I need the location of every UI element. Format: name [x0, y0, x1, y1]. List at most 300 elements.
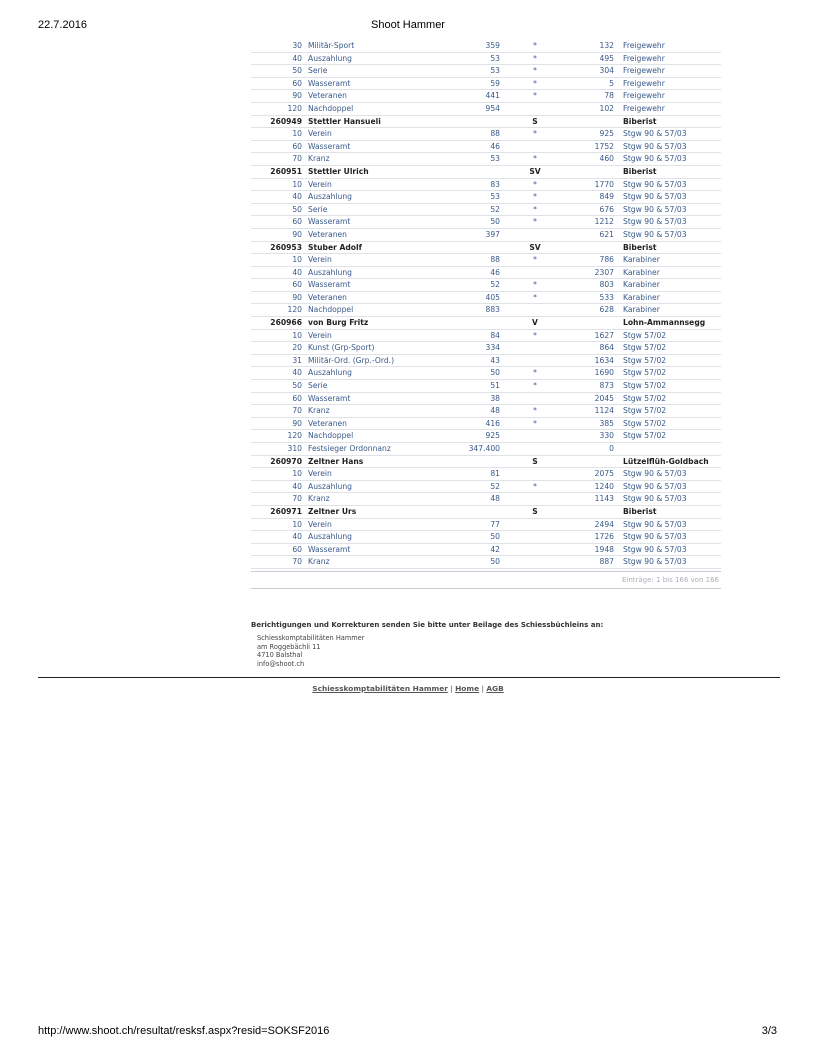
agb-link[interactable]: AGB: [486, 684, 504, 693]
col-rank: 621: [567, 228, 617, 241]
col-rank: [567, 241, 617, 254]
result-row: [251, 430, 721, 443]
col-number: 260953: [251, 241, 305, 254]
col-score: [451, 115, 503, 128]
result-row: [251, 480, 721, 493]
col-rank: 533: [567, 291, 617, 304]
address-line: am Roggebächli 11: [257, 642, 321, 651]
col-mark: *: [503, 417, 567, 430]
company-link[interactable]: Schiesskomptabilitäten Hammer: [312, 684, 448, 693]
result-row: [251, 77, 721, 90]
col-rank: 1726: [567, 531, 617, 544]
col-name: Serie: [305, 65, 451, 78]
col-number: 40: [251, 367, 305, 380]
col-rank: 132: [567, 40, 617, 52]
col-weapon: Lohn-Ammannsegg: [617, 317, 721, 330]
col-weapon: Freigewehr: [617, 90, 721, 103]
col-mark: *: [503, 178, 567, 191]
col-number: 40: [251, 52, 305, 65]
col-score: 954: [451, 102, 503, 115]
col-score: 53: [451, 153, 503, 166]
col-weapon: Stgw 57/02: [617, 392, 721, 405]
col-mark: [503, 430, 567, 443]
col-weapon: Stgw 90 & 57/03: [617, 153, 721, 166]
col-mark: S: [503, 115, 567, 128]
result-row: [251, 102, 721, 115]
col-score: 50: [451, 367, 503, 380]
col-number: 40: [251, 266, 305, 279]
col-weapon: Freigewehr: [617, 77, 721, 90]
print-page-number: 3/3: [761, 1025, 777, 1037]
col-number: 60: [251, 77, 305, 90]
result-row: [251, 304, 721, 317]
col-number: 40: [251, 531, 305, 544]
col-rank: 0: [567, 443, 617, 456]
shooter-row: [251, 505, 721, 518]
col-score: 52: [451, 203, 503, 216]
col-name: Wasseramt: [305, 279, 451, 292]
col-mark: [503, 140, 567, 153]
col-weapon: Stgw 90 & 57/03: [617, 543, 721, 556]
col-score: 405: [451, 291, 503, 304]
col-rank: 887: [567, 556, 617, 569]
col-number: 10: [251, 254, 305, 267]
col-weapon: Stgw 57/02: [617, 417, 721, 430]
col-score: 48: [451, 493, 503, 506]
col-name: Nachdoppel: [305, 430, 451, 443]
col-score: 51: [451, 380, 503, 393]
col-number: 50: [251, 203, 305, 216]
col-score: 38: [451, 392, 503, 405]
result-row: [251, 367, 721, 380]
col-weapon: Karabiner: [617, 254, 721, 267]
footer-divider: [38, 677, 780, 678]
col-score: 53: [451, 191, 503, 204]
col-name: Kranz: [305, 493, 451, 506]
col-mark: [503, 228, 567, 241]
col-mark: *: [503, 480, 567, 493]
result-row: [251, 153, 721, 166]
col-rank: 2494: [567, 518, 617, 531]
col-mark: [503, 102, 567, 115]
col-score: 81: [451, 468, 503, 481]
col-rank: [567, 115, 617, 128]
col-number: 20: [251, 342, 305, 355]
col-weapon: Stgw 57/02: [617, 430, 721, 443]
result-row: [251, 178, 721, 191]
col-name: Auszahlung: [305, 266, 451, 279]
result-row: [251, 329, 721, 342]
result-row: [251, 140, 721, 153]
col-name: Verein: [305, 254, 451, 267]
result-row: [251, 417, 721, 430]
link-separator: |: [481, 684, 484, 693]
col-name: Verein: [305, 329, 451, 342]
col-rank: 1212: [567, 216, 617, 229]
col-name: Auszahlung: [305, 480, 451, 493]
col-score: 50: [451, 556, 503, 569]
results-table: [251, 40, 721, 569]
col-weapon: Freigewehr: [617, 102, 721, 115]
col-rank: 1634: [567, 354, 617, 367]
col-name: Verein: [305, 518, 451, 531]
col-score: [451, 455, 503, 468]
col-rank: 5: [567, 77, 617, 90]
home-link[interactable]: Home: [455, 684, 480, 693]
col-name: Festsieger Ordonnanz: [305, 443, 451, 456]
col-mark: [503, 518, 567, 531]
col-score: 84: [451, 329, 503, 342]
col-name: Verein: [305, 178, 451, 191]
col-mark: *: [503, 65, 567, 78]
col-number: 120: [251, 102, 305, 115]
col-number: 10: [251, 128, 305, 141]
col-rank: 628: [567, 304, 617, 317]
col-weapon: Stgw 90 & 57/03: [617, 556, 721, 569]
col-number: 10: [251, 518, 305, 531]
col-score: 334: [451, 342, 503, 355]
col-weapon: [617, 443, 721, 456]
col-score: [451, 317, 503, 330]
col-score: 88: [451, 254, 503, 267]
col-rank: [567, 455, 617, 468]
col-weapon: Stgw 90 & 57/03: [617, 531, 721, 544]
col-mark: S: [503, 455, 567, 468]
col-number: 90: [251, 228, 305, 241]
col-rank: 1690: [567, 367, 617, 380]
result-row: [251, 254, 721, 267]
col-rank: 849: [567, 191, 617, 204]
col-weapon: Stgw 90 & 57/03: [617, 480, 721, 493]
col-rank: 1124: [567, 405, 617, 418]
col-rank: 676: [567, 203, 617, 216]
col-name: Wasseramt: [305, 77, 451, 90]
col-name: Militär-Sport: [305, 40, 451, 52]
col-number: 260949: [251, 115, 305, 128]
col-weapon: Stgw 57/02: [617, 342, 721, 355]
col-mark: [503, 468, 567, 481]
result-row: [251, 543, 721, 556]
col-number: 60: [251, 543, 305, 556]
col-number: 30: [251, 40, 305, 52]
col-number: 50: [251, 380, 305, 393]
col-weapon: Lützelflüh-Goldbach: [617, 455, 721, 468]
col-score: 43: [451, 354, 503, 367]
col-mark: *: [503, 90, 567, 103]
col-rank: [567, 165, 617, 178]
col-mark: [503, 443, 567, 456]
print-date: 22.7.2016: [38, 19, 87, 31]
result-row: [251, 342, 721, 355]
col-mark: V: [503, 317, 567, 330]
result-row: [251, 203, 721, 216]
col-number: 70: [251, 405, 305, 418]
result-row: [251, 40, 721, 52]
col-weapon: Freigewehr: [617, 40, 721, 52]
col-number: 40: [251, 480, 305, 493]
shooter-row: [251, 115, 721, 128]
col-mark: *: [503, 216, 567, 229]
result-row: [251, 291, 721, 304]
col-score: 397: [451, 228, 503, 241]
col-name: Nachdoppel: [305, 102, 451, 115]
col-number: 260951: [251, 165, 305, 178]
col-name: Auszahlung: [305, 52, 451, 65]
col-score: [451, 241, 503, 254]
col-number: 90: [251, 417, 305, 430]
col-number: 310: [251, 443, 305, 456]
col-rank: 78: [567, 90, 617, 103]
col-name: Kranz: [305, 556, 451, 569]
col-name: Zeltner Hans: [305, 455, 451, 468]
col-score: 46: [451, 140, 503, 153]
col-weapon: Stgw 57/02: [617, 367, 721, 380]
col-name: Veteranen: [305, 90, 451, 103]
col-weapon: Stgw 57/02: [617, 405, 721, 418]
col-name: Kranz: [305, 405, 451, 418]
shooter-row: [251, 317, 721, 330]
col-mark: *: [503, 128, 567, 141]
col-mark: [503, 354, 567, 367]
col-weapon: Stgw 57/02: [617, 354, 721, 367]
result-row: [251, 443, 721, 456]
col-number: 120: [251, 304, 305, 317]
col-mark: *: [503, 254, 567, 267]
col-name: Auszahlung: [305, 531, 451, 544]
col-score: 925: [451, 430, 503, 443]
col-name: von Burg Fritz: [305, 317, 451, 330]
col-weapon: Stgw 57/02: [617, 380, 721, 393]
col-number: 260970: [251, 455, 305, 468]
col-number: 70: [251, 493, 305, 506]
result-row: [251, 392, 721, 405]
col-name: Kunst (Grp-Sport): [305, 342, 451, 355]
col-score: 83: [451, 178, 503, 191]
col-score: 46: [451, 266, 503, 279]
result-row: [251, 493, 721, 506]
col-mark: *: [503, 367, 567, 380]
result-row: [251, 531, 721, 544]
col-weapon: Karabiner: [617, 304, 721, 317]
col-weapon: Biberist: [617, 165, 721, 178]
address-email[interactable]: info@shoot.ch: [257, 659, 305, 668]
col-score: 88: [451, 128, 503, 141]
result-row: [251, 266, 721, 279]
result-row: [251, 518, 721, 531]
col-mark: [503, 266, 567, 279]
col-rank: 786: [567, 254, 617, 267]
col-name: Veteranen: [305, 228, 451, 241]
corrections-address: [257, 634, 364, 668]
col-rank: [567, 505, 617, 518]
result-row: [251, 216, 721, 229]
col-score: 50: [451, 531, 503, 544]
col-mark: SV: [503, 165, 567, 178]
col-mark: *: [503, 77, 567, 90]
col-rank: 864: [567, 342, 617, 355]
col-number: 60: [251, 140, 305, 153]
col-rank: 1752: [567, 140, 617, 153]
result-row: [251, 468, 721, 481]
col-rank: 304: [567, 65, 617, 78]
col-weapon: Stgw 57/02: [617, 329, 721, 342]
col-mark: *: [503, 203, 567, 216]
col-mark: *: [503, 405, 567, 418]
col-weapon: Stgw 90 & 57/03: [617, 140, 721, 153]
col-number: 10: [251, 468, 305, 481]
col-score: 77: [451, 518, 503, 531]
col-mark: S: [503, 505, 567, 518]
col-rank: 460: [567, 153, 617, 166]
result-row: [251, 279, 721, 292]
col-name: Auszahlung: [305, 367, 451, 380]
col-rank: 385: [567, 417, 617, 430]
col-score: 441: [451, 90, 503, 103]
col-weapon: Stgw 90 & 57/03: [617, 216, 721, 229]
col-rank: 1770: [567, 178, 617, 191]
result-row: [251, 354, 721, 367]
col-name: Stuber Adolf: [305, 241, 451, 254]
result-row: [251, 556, 721, 569]
col-score: 416: [451, 417, 503, 430]
col-weapon: Stgw 90 & 57/03: [617, 203, 721, 216]
col-mark: *: [503, 279, 567, 292]
col-score: 359: [451, 40, 503, 52]
col-name: Verein: [305, 468, 451, 481]
result-row: [251, 405, 721, 418]
col-weapon: Biberist: [617, 115, 721, 128]
col-rank: 2045: [567, 392, 617, 405]
col-rank: 330: [567, 430, 617, 443]
link-separator: |: [450, 684, 453, 693]
col-name: Wasseramt: [305, 392, 451, 405]
col-name: Wasseramt: [305, 140, 451, 153]
result-row: [251, 228, 721, 241]
col-mark: *: [503, 291, 567, 304]
shooter-row: [251, 165, 721, 178]
col-number: 120: [251, 430, 305, 443]
col-name: Serie: [305, 203, 451, 216]
shooter-row: [251, 455, 721, 468]
col-number: 90: [251, 291, 305, 304]
col-mark: [503, 493, 567, 506]
col-weapon: Stgw 90 & 57/03: [617, 228, 721, 241]
col-number: 60: [251, 279, 305, 292]
col-score: [451, 505, 503, 518]
col-weapon: Stgw 90 & 57/03: [617, 191, 721, 204]
col-rank: 2075: [567, 468, 617, 481]
col-score: [451, 165, 503, 178]
col-mark: [503, 543, 567, 556]
col-mark: SV: [503, 241, 567, 254]
col-score: 42: [451, 543, 503, 556]
col-weapon: Stgw 90 & 57/03: [617, 128, 721, 141]
col-name: Kranz: [305, 153, 451, 166]
col-weapon: Stgw 90 & 57/03: [617, 518, 721, 531]
col-rank: 803: [567, 279, 617, 292]
col-mark: [503, 556, 567, 569]
col-rank: 2307: [567, 266, 617, 279]
col-number: 60: [251, 216, 305, 229]
col-weapon: Freigewehr: [617, 52, 721, 65]
col-number: 70: [251, 556, 305, 569]
col-number: 260966: [251, 317, 305, 330]
footer-links: [0, 684, 816, 693]
print-title: Shoot Hammer: [371, 19, 445, 31]
col-mark: [503, 304, 567, 317]
col-rank: 102: [567, 102, 617, 115]
col-number: 90: [251, 90, 305, 103]
col-score: 59: [451, 77, 503, 90]
col-rank: 1948: [567, 543, 617, 556]
col-rank: 1627: [567, 329, 617, 342]
col-name: Zeltner Urs: [305, 505, 451, 518]
col-number: 10: [251, 329, 305, 342]
col-number: 260971: [251, 505, 305, 518]
col-mark: [503, 392, 567, 405]
col-weapon: Karabiner: [617, 291, 721, 304]
col-name: Militär-Ord. (Grp.-Ord.): [305, 354, 451, 367]
result-row: [251, 380, 721, 393]
col-number: 40: [251, 191, 305, 204]
col-rank: 495: [567, 52, 617, 65]
col-weapon: Stgw 90 & 57/03: [617, 178, 721, 191]
result-row: [251, 191, 721, 204]
col-weapon: Stgw 90 & 57/03: [617, 493, 721, 506]
print-url: http://www.shoot.ch/resultat/resksf.aspx?resid=SOKSF2016: [38, 1025, 330, 1037]
col-mark: *: [503, 52, 567, 65]
result-row: [251, 128, 721, 141]
result-row: [251, 52, 721, 65]
col-mark: *: [503, 380, 567, 393]
col-name: Veteranen: [305, 417, 451, 430]
col-score: 52: [451, 480, 503, 493]
entries-info: Einträge: 1 bis 166 von 166: [251, 571, 721, 589]
col-name: Auszahlung: [305, 191, 451, 204]
col-mark: *: [503, 191, 567, 204]
col-weapon: Karabiner: [617, 279, 721, 292]
address-line: Schiesskomptabilitäten Hammer: [257, 634, 365, 642]
col-mark: *: [503, 153, 567, 166]
col-rank: 873: [567, 380, 617, 393]
col-score: 53: [451, 52, 503, 65]
col-mark: [503, 531, 567, 544]
col-number: 31: [251, 354, 305, 367]
col-number: 70: [251, 153, 305, 166]
corrections-title: Berichtigungen und Korrekturen senden Sie bitte unter Beilage des Schiessbüchleins an:: [251, 621, 604, 629]
shooter-row: [251, 241, 721, 254]
col-name: Stettler Ulrich: [305, 165, 451, 178]
col-score: 347.400: [451, 443, 503, 456]
col-mark: [503, 342, 567, 355]
col-name: Wasseramt: [305, 543, 451, 556]
col-rank: 925: [567, 128, 617, 141]
col-weapon: Stgw 90 & 57/03: [617, 468, 721, 481]
col-score: 50: [451, 216, 503, 229]
col-number: 60: [251, 392, 305, 405]
col-rank: 1143: [567, 493, 617, 506]
col-name: Veteranen: [305, 291, 451, 304]
col-weapon: Biberist: [617, 505, 721, 518]
address-line: 4710 Balsthal: [257, 651, 303, 660]
col-score: 52: [451, 279, 503, 292]
col-score: 53: [451, 65, 503, 78]
col-weapon: Karabiner: [617, 266, 721, 279]
col-number: 10: [251, 178, 305, 191]
col-name: Nachdoppel: [305, 304, 451, 317]
results-body: [251, 40, 721, 568]
result-row: [251, 65, 721, 78]
